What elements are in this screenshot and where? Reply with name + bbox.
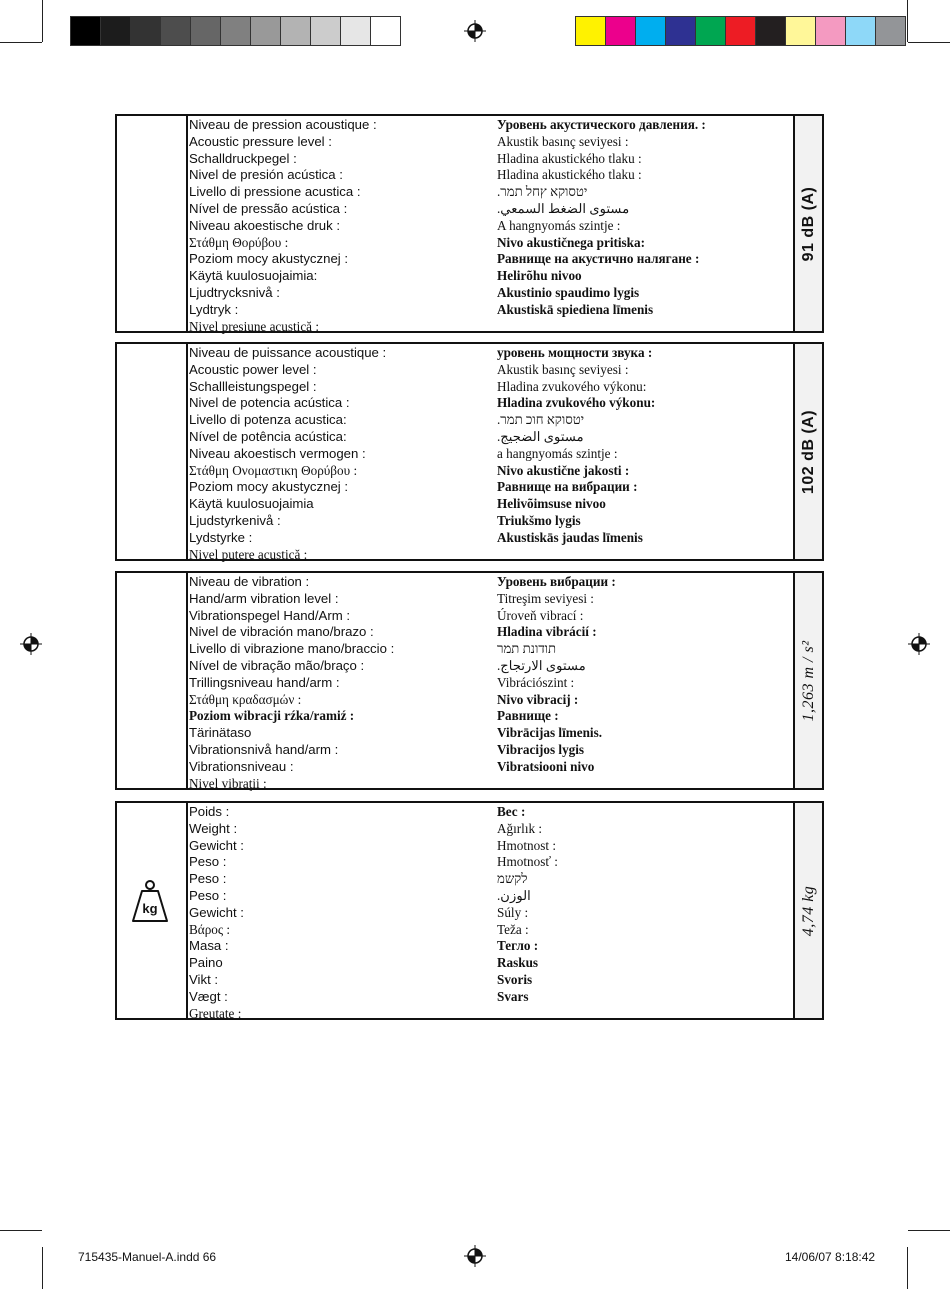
spec-label-line: Niveau akoestische druk :	[189, 217, 340, 233]
label-list-left	[189, 574, 394, 792]
crop-mark	[42, 0, 43, 42]
spec-label-line: Nível de potência acústica:	[189, 428, 347, 444]
spec-label-line: Peso :	[189, 854, 227, 870]
label-list-left	[189, 117, 377, 335]
color-swatch	[725, 16, 756, 46]
color-swatch	[370, 16, 401, 46]
sound-power-table	[115, 342, 824, 561]
spec-label-line: Poziom mocy akustycznej :	[189, 479, 349, 495]
spec-label-line: Acoustic power level :	[189, 361, 317, 377]
spec-label-line: Schalldruckpegel :	[189, 150, 297, 166]
spec-label-line: Nivo akustičnega pritiska:	[497, 234, 646, 250]
spec-label-line: Lydstyrke :	[189, 529, 253, 545]
spec-label-line: Käytä kuulosuojaimia	[189, 496, 314, 512]
value-column	[793, 344, 822, 559]
spec-label-line: Titreşim seviyesi :	[497, 590, 594, 606]
value-column	[793, 803, 822, 1018]
spec-label-line: Poziom wibracji rźka/ramiź :	[189, 708, 355, 724]
spec-label-line: A hangnyomás szintje :	[497, 217, 621, 233]
spec-label-line: Gewicht :	[189, 837, 244, 853]
icon-column	[117, 803, 188, 1018]
footer-file-info: 715435-Manuel-A.indd 66	[78, 1250, 217, 1264]
color-swatch	[190, 16, 221, 46]
spec-label-line: Niveau de vibration :	[189, 574, 310, 589]
rtl-text: לקשמ	[497, 871, 528, 887]
spec-label-line: Hladina zvukového výkonu:	[497, 378, 647, 394]
spec-label-line: Vibrācijas līmenis.	[497, 725, 603, 741]
rtl-text: תודונת תמר	[497, 641, 557, 657]
crop-mark	[907, 0, 908, 42]
spec-label-line: Helivõimsuse nivoo	[497, 496, 606, 512]
spec-label-line: Vibrationsnivå hand/arm :	[189, 741, 339, 757]
weight-table	[115, 801, 824, 1020]
spec-label-line: Hmotnost :	[497, 837, 556, 853]
spec-label-line: Nivel de presión acústica :	[189, 167, 343, 183]
spec-label-line: Vibratsiooni nivo	[497, 758, 595, 774]
spec-label-line: Greutate :	[189, 1005, 242, 1021]
sound-pressure-table	[115, 114, 824, 333]
spec-label-line: Nivel de potencia acústica :	[189, 395, 350, 411]
spec-label-line: Poids :	[189, 804, 230, 819]
spec-label-line: Уровень акустического давления. :	[497, 117, 706, 132]
color-swatch	[250, 16, 281, 46]
rtl-text: مستوى الضجيج.	[497, 428, 584, 444]
color-swatch	[575, 16, 606, 46]
color-swatch	[875, 16, 906, 46]
footer-datetime: 14/06/07 8:18:42	[785, 1250, 876, 1264]
weight-kg-icon	[131, 879, 169, 923]
color-swatch	[755, 16, 786, 46]
spec-label-line: Helirõhu nivoo	[497, 268, 582, 284]
spec-label-line: Poziom mocy akustycznej :	[189, 251, 349, 267]
spec-label-line: Tärinätaso	[189, 725, 252, 741]
rtl-text: مستوى الضغط السمعي.	[497, 200, 630, 216]
spec-label-line: Στάθμη Θορύβου :	[189, 234, 289, 250]
crop-mark	[908, 42, 950, 43]
spec-label-line: Vikt :	[189, 971, 219, 987]
spec-label-line: Acoustic pressure level :	[189, 133, 332, 149]
kg-icon-label: kg	[142, 901, 158, 916]
spec-label-line	[497, 888, 558, 905]
rtl-text: مستوى الارتجاج.	[497, 657, 586, 673]
spec-label-line: Vibrationsniveau :	[189, 758, 294, 774]
spec-label-line	[497, 201, 706, 218]
spec-label-line: Teža :	[497, 921, 529, 937]
spec-label-line: Súly :	[497, 904, 529, 920]
icon-column	[117, 116, 188, 331]
spec-label-line: Vibracijos lygis	[497, 741, 585, 757]
color-swatch	[785, 16, 816, 46]
rtl-text: יטסוקא ץחל תמר.	[497, 184, 588, 200]
spec-label-line: Вес :	[497, 804, 526, 819]
spec-label-line: Hand/arm vibration level :	[189, 590, 339, 606]
spec-label-line: Svoris	[497, 971, 533, 987]
value-column	[793, 573, 822, 788]
spec-label-line	[497, 658, 616, 675]
value-column	[793, 116, 822, 331]
spec-label-line: Nivel de vibración mano/brazo :	[189, 624, 374, 640]
sound-power-value: 102 dB (A)	[799, 409, 817, 494]
spec-label-line: Равнище :	[497, 708, 559, 724]
spec-label-line	[497, 429, 655, 446]
spec-label-line: Niveau de puissance acoustique :	[189, 345, 387, 360]
icon-column	[117, 344, 188, 559]
crop-mark	[42, 1247, 43, 1289]
label-list-right	[497, 804, 558, 1006]
spec-label-line: Hladina akustického tlaku :	[497, 150, 642, 166]
registration-mark-icon	[908, 633, 930, 655]
spec-label-line: Hmotnosť :	[497, 854, 558, 870]
spec-label-line: Nivo akustične jakosti :	[497, 462, 630, 478]
color-swatch	[220, 16, 251, 46]
spec-label-line: Akustiskā spiediena līmenis	[497, 301, 654, 317]
color-calibration-bar	[575, 16, 905, 46]
spec-label-line: Akustik basınç seviyesi :	[497, 361, 629, 377]
color-swatch	[665, 16, 696, 46]
spec-label-line: Svars	[497, 988, 529, 1004]
spec-label-line: Ljudtrycksnivå :	[189, 284, 280, 300]
color-swatch	[160, 16, 191, 46]
registration-mark-icon	[464, 1245, 486, 1267]
color-swatch	[280, 16, 311, 46]
label-list-left	[189, 345, 386, 563]
color-swatch	[695, 16, 726, 46]
color-swatch	[130, 16, 161, 46]
spec-label-line: Paino	[189, 955, 223, 971]
spec-label-line: Peso :	[189, 871, 227, 887]
label-list-right	[497, 117, 706, 319]
spec-label-line: Gewicht :	[189, 904, 244, 920]
registration-mark-icon	[464, 20, 486, 42]
spec-label-line: Schallleistungspegel :	[189, 378, 317, 394]
label-list-right	[497, 345, 655, 547]
rtl-text: יטסוקא חוכ תמר.	[497, 412, 585, 428]
crop-mark	[907, 1247, 908, 1289]
vibration-value: 1,263 m / s²	[799, 639, 817, 722]
spec-label-line: уровень мощности звука :	[497, 345, 653, 360]
crop-mark	[908, 1230, 950, 1231]
spec-label-line: Akustik basınç seviyesi :	[497, 133, 629, 149]
weight-value: 4,74 kg	[799, 885, 817, 936]
spec-label-line: Hladina zvukového výkonu:	[497, 395, 656, 411]
spec-label-line: Peso :	[189, 887, 227, 903]
label-list-right	[497, 574, 616, 776]
crop-mark	[0, 42, 42, 43]
spec-label-line: Triukšmo lygis	[497, 512, 581, 528]
color-swatch	[70, 16, 101, 46]
spec-label-line: Lydtryk :	[189, 301, 239, 317]
spec-label-line: Nível de pressão acústica :	[189, 200, 348, 216]
spec-label-line: Vibrációszint :	[497, 674, 575, 690]
color-swatch	[605, 16, 636, 46]
vibration-table	[115, 571, 824, 790]
spec-label-line: Trillingsniveau hand/arm :	[189, 674, 340, 690]
spec-label-line: Nivel putere acustică :	[189, 546, 308, 562]
spec-label-line: Akustinio spaudimo lygis	[497, 284, 640, 300]
color-swatch	[310, 16, 341, 46]
spec-label-line: Nivel vibraţii :	[189, 775, 267, 791]
spec-label-line	[497, 871, 558, 888]
spec-label-line	[497, 641, 616, 658]
spec-label-line	[497, 184, 706, 201]
spec-label-line: Ljudstyrkenivå :	[189, 512, 281, 528]
spec-label-line: Weight :	[189, 820, 238, 836]
spec-label-line: Στάθμη κραδασμών :	[189, 691, 302, 707]
spec-label-line: Livello di pressione acustica :	[189, 184, 361, 200]
color-swatch	[815, 16, 846, 46]
spec-label-line: Vægt :	[189, 988, 228, 1004]
spec-label-line: Niveau akoestisch vermogen :	[189, 445, 366, 461]
color-swatch	[635, 16, 666, 46]
spec-label-line: Masa :	[189, 938, 229, 954]
spec-label-line: Raskus	[497, 955, 539, 971]
spec-label-line: Hladina vibrácií :	[497, 624, 597, 640]
spec-label-line: Käytä kuulosuojaimia:	[189, 268, 318, 284]
spec-label-line: Hladina akustického tlaku :	[497, 167, 642, 183]
spec-label-line: Nível de vibração mão/braço :	[189, 657, 365, 673]
spec-label-line	[497, 412, 655, 429]
spec-label-line: Ağırlık :	[497, 820, 543, 836]
spec-label-line: Στάθμη Ονομαστικη Θορύβου :	[189, 462, 358, 478]
color-swatch	[100, 16, 131, 46]
spec-label-line: Úroveň vibrací :	[497, 607, 584, 623]
spec-label-line: Nivo vibracij :	[497, 691, 579, 707]
spec-label-line: Livello di potenza acustica:	[189, 412, 347, 428]
spec-label-line: a hangnyomás szintje :	[497, 445, 618, 461]
color-swatch	[340, 16, 371, 46]
crop-mark	[0, 1230, 42, 1231]
grayscale-calibration-bar	[70, 16, 400, 46]
icon-column	[117, 573, 188, 788]
spec-label-line: Βάρος :	[189, 921, 231, 937]
spec-label-line: Nivel presiune acustică :	[189, 318, 319, 334]
spec-label-line: Равнище на вибрации :	[497, 479, 638, 495]
spec-label-line: Тегло :	[497, 938, 539, 954]
spec-label-line: Vibrationspegel Hand/Arm :	[189, 607, 351, 623]
spec-label-line: Равнище на акустично налягане :	[497, 251, 700, 267]
registration-mark-icon	[20, 633, 42, 655]
label-list-left	[189, 804, 244, 1022]
sound-pressure-value: 91 dB (A)	[799, 186, 817, 261]
spec-label-line: Уровень вибрации :	[497, 574, 616, 589]
color-swatch	[845, 16, 876, 46]
spec-label-line: Livello di vibrazione mano/braccio :	[189, 641, 395, 657]
spec-label-line: Akustiskās jaudas līmenis	[497, 529, 643, 545]
spec-label-line: Niveau de pression acoustique :	[189, 117, 377, 132]
rtl-text: الوزن.	[497, 887, 531, 903]
